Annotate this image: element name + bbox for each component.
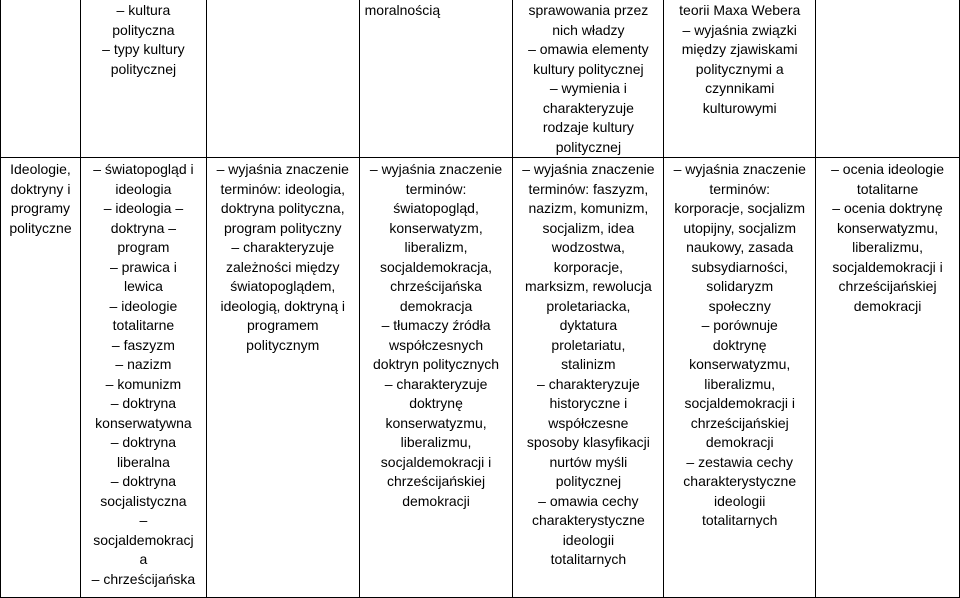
table-cell-requirements-basic: – wyjaśnia znaczenie terminów: ideologia, doktryna polityczna, program polityczny – charakteryzuje zależności między światopoglądem, ideologią, doktryną i programem politycznym	[206, 158, 359, 598]
table-row	[1, 0, 960, 158]
table-cell-requirements-very-good: – wyjaśnia znaczenie terminów: korporacje, socjalizm utopijny, socjalizm naukowy, zasada subsydiarności, solidaryzm społeczny – porównuje doktrynę konserwatyzmu, liberalizmu, socjaldemokracji i chrześcijańskiej demokracji – zestawia cechy charakterystyczne ideologii totalitarnych	[664, 158, 816, 598]
table-cell-content: – kultura polityczna – typy kultury politycznej	[80, 0, 206, 158]
table-cell-topic: Ideologie, doktryny i programy polityczne	[1, 158, 81, 598]
table-cell-requirements-basic	[206, 0, 359, 158]
table-cell-requirements-excellent	[816, 0, 960, 158]
table-cell-topic	[1, 0, 81, 158]
table-cell-requirements-excellent: – ocenia ideologie totalitarne – ocenia doktrynę konserwatyzmu, liberalizmu, socjaldemokracji i chrześcijańskiej demokracji	[816, 158, 960, 598]
table-row	[1, 158, 960, 598]
table-cell-requirements-very-good: teorii Maxa Webera – wyjaśnia związki między zjawiskami politycznymi a czynnikami kulturowymi	[664, 0, 816, 158]
table-cell-requirements-extended: – wyjaśnia znaczenie terminów: światopogląd, konserwatyzm, liberalizm, socjaldemokracja, chrześcijańska demokracja – tłumaczy źródła współczesnych doktryn politycznych – charakteryzuje doktrynę konserwatyzmu, liberalizmu, socjaldemokracji i chrześcijańskiej demokracji	[359, 158, 513, 598]
table-cell-requirements-good: sprawowania przez nich władzy – omawia elementy kultury politycznej – wymienia i charakteryzuje rodzaje kultury politycznej	[513, 0, 664, 158]
table-cell-requirements-extended: moralnością	[359, 0, 513, 158]
table-cell-content: – światopogląd i ideologia – ideologia – doktryna – program – prawica i lewica – ideologie totalitarne – faszyzm – nazizm – komunizm – doktryna konserwatywna – doktryna liberalna – doktryna socjalistyczna – socjaldemokracj a – chrześcijańska	[80, 158, 206, 598]
table-cell-requirements-good: – wyjaśnia znaczenie terminów: faszyzm, nazizm, komunizm, socjalizm, idea wodzostwa, korporacje, marksizm, rewolucja proletariacka, dyktatura proletariatu, stalinizm – charakteryzuje historyczne i współczesne sposoby klasyfikacji nurtów myśli politycznej – omawia cechy charakterystyczne ideologii totalitarnych	[513, 158, 664, 598]
